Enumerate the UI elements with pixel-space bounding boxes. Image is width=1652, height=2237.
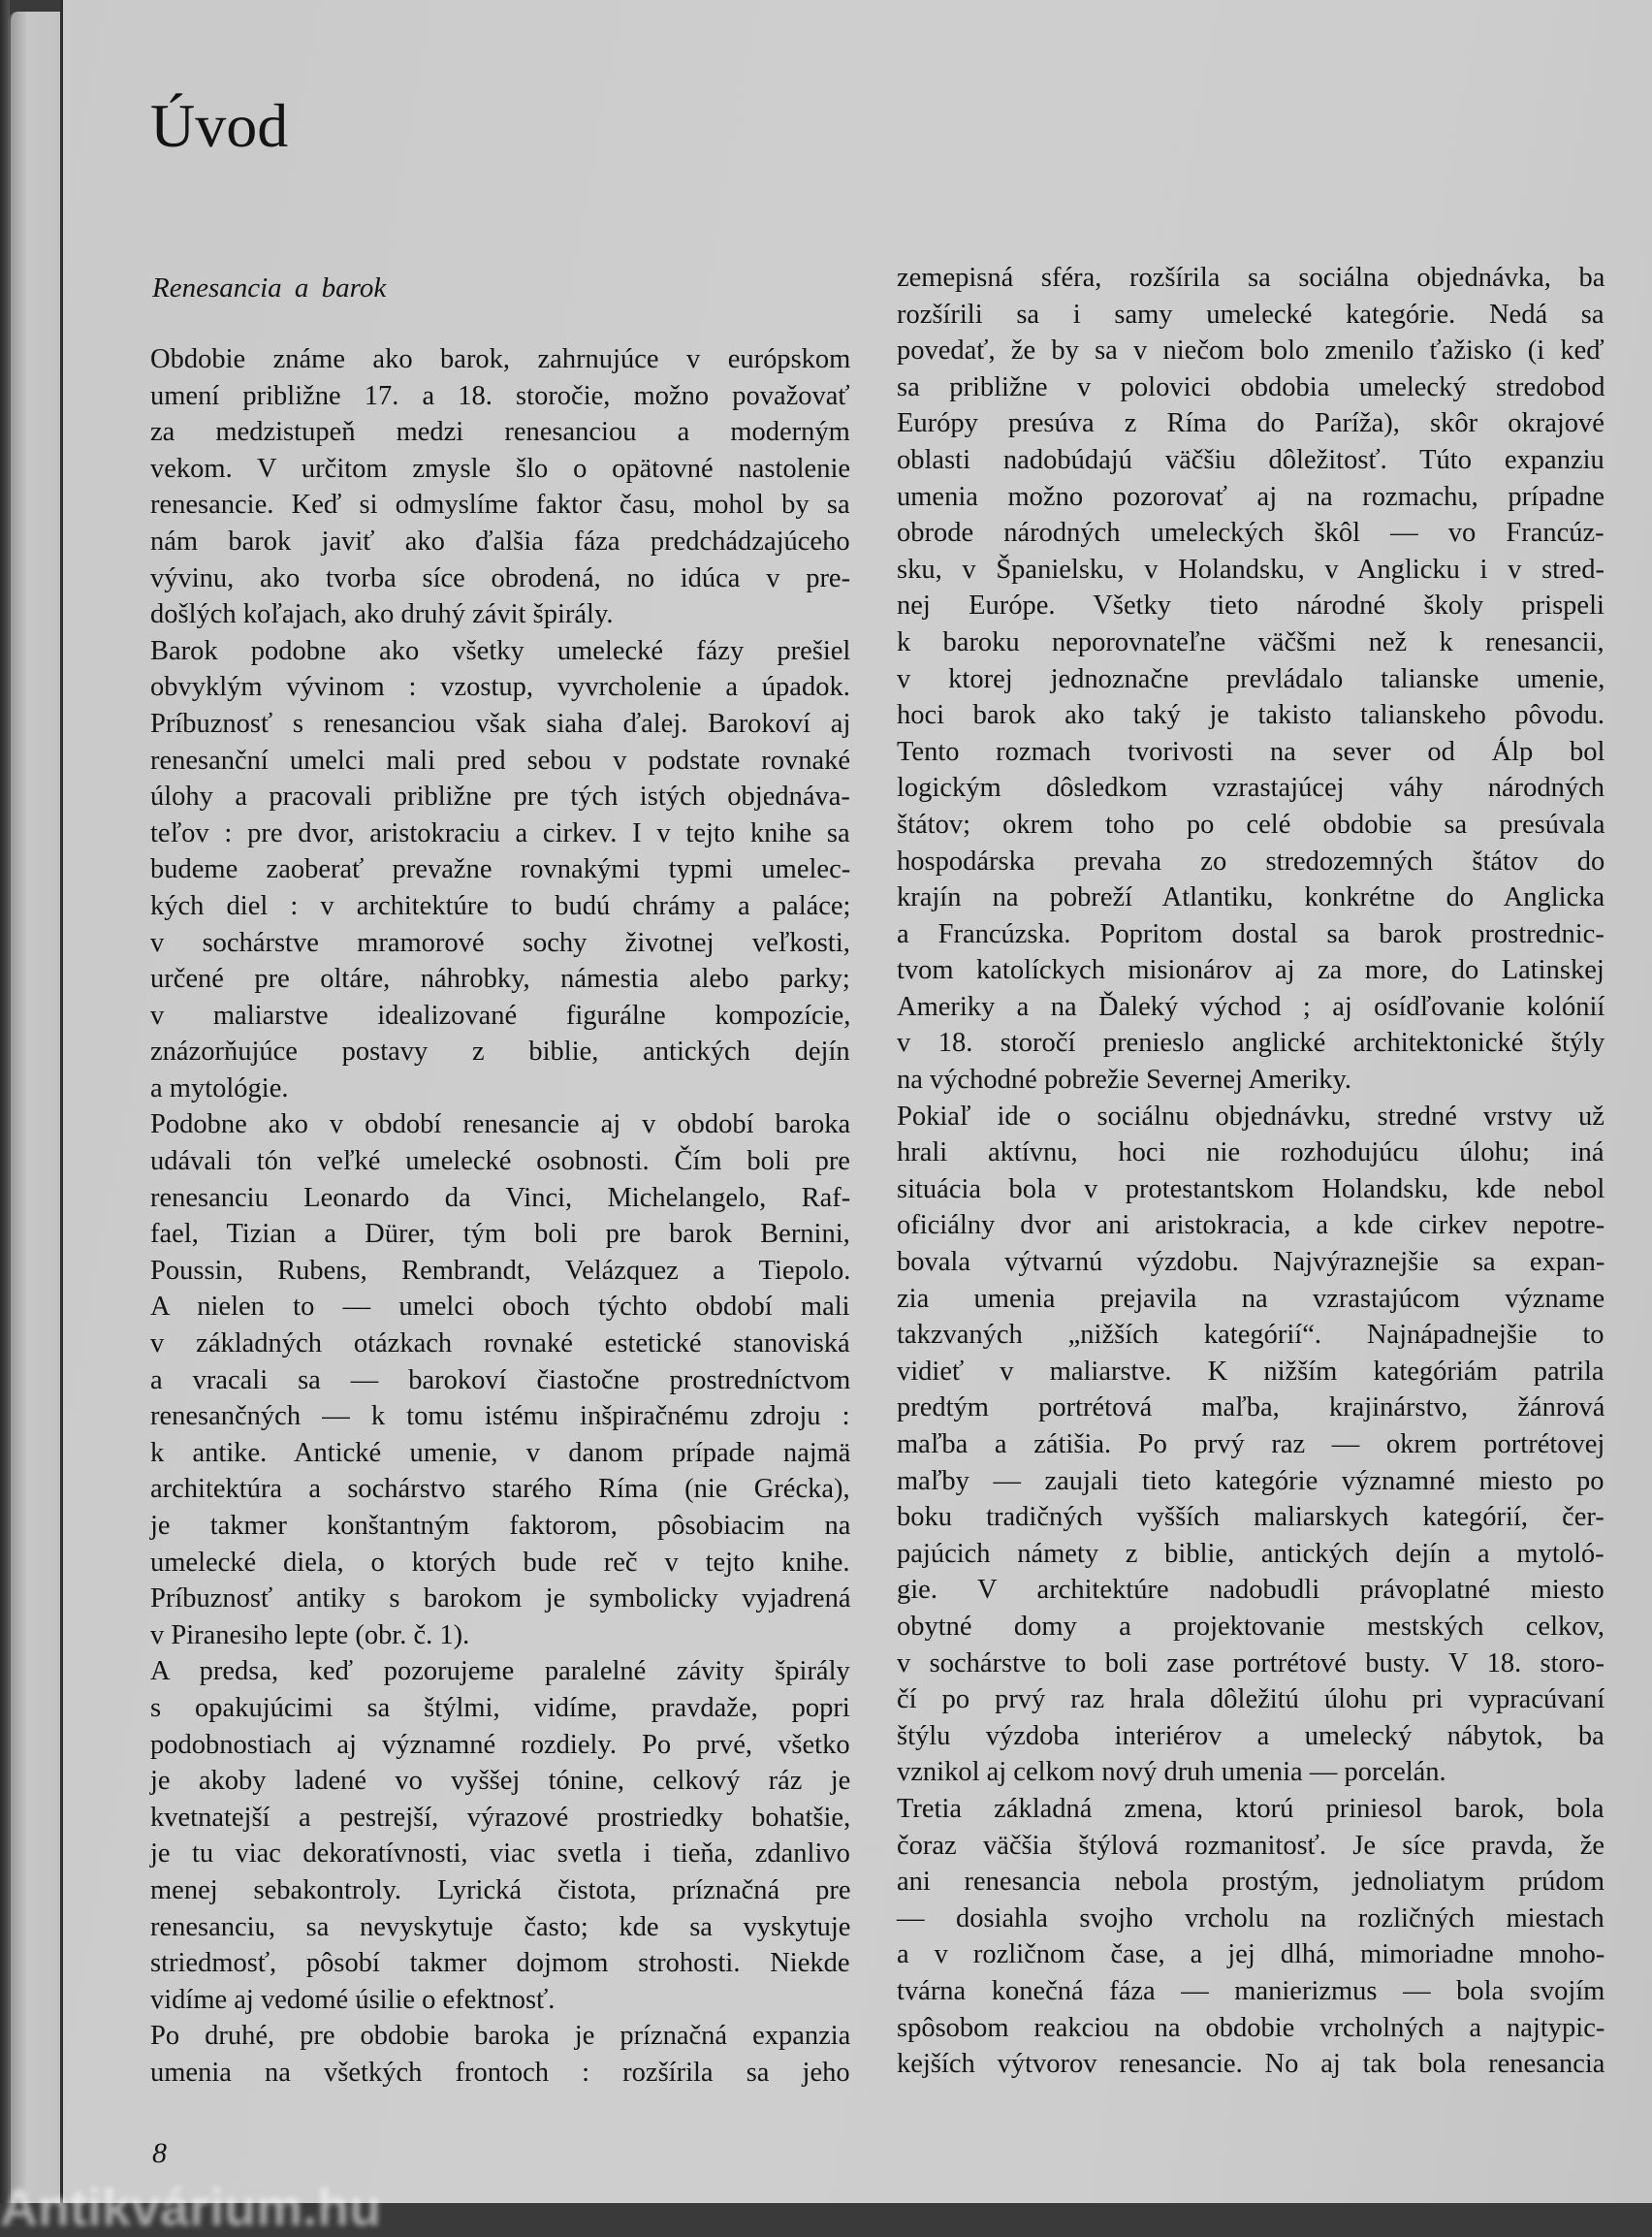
text-line: v Piranesiho lepte (obr. č. 1). [150,1619,470,1650]
text-line: k antike. Antické umenie, v danom prípade najmä [150,1437,851,1468]
text-line: umení približne 17. a 18. storočie, možno považovať [150,380,850,411]
text-line: udávali tón veľké umelecké osobnosti. Čím boli pre [150,1146,850,1177]
text-line: budeme zaoberať prevažne rovnakými typmi umelec- [150,854,851,885]
text-line: pajúcich námety z biblie, antických dejín a mytoló- [897,1538,1604,1569]
text-line: takzvaných „nižších kategórií“. Najnápadnejšie to [897,1320,1604,1351]
text-line: umenia možno pozorovať aj na rozmachu, prípadne [897,481,1605,512]
text-line: je akoby ladené vo vyššej tónine, celkový ráz je [150,1766,851,1797]
text-line: v maliarstve idealizované figurálne kompozície, [150,1000,851,1031]
text-line: Pokiaľ ide o sociálnu objednávku, stredné vrstvy už [897,1101,1604,1132]
text-line: v ktorej jednoznačne prevládalo talianske umenie, [897,663,1605,694]
text-line: Po druhé, pre obdobie baroka je príznačná expanzia [150,2021,851,2052]
text-line: povedať, že by sa v niečom bolo zmenilo ťažisko (i keď [897,336,1604,367]
text-line: umenia na všetkých frontoch : rozšírila sa jeho [150,2057,850,2088]
text-line: v základných otázkach rovnaké estetické stanoviská [150,1328,850,1359]
text-line: Európy presúva z Ríma do Paríža), skôr okrajové [897,408,1604,439]
text-line: došlých koľajach, ako druhý závit špirály. [150,599,614,630]
text-line: kejších výtvorov renesancie. No aj tak bola renesancia [897,2049,1605,2080]
text-line: Poussin, Rubens, Rembrandt, Velázquez a Tiepolo. [150,1255,851,1286]
text-line: boku tradičných vyšších maliarskych kategórií, čer- [897,1502,1604,1533]
text-line: tvárna konečná fáza — manierizmus — bola svojím [897,1975,1605,2006]
text-line: vekom. V určitom zmysle šlo o opätovné nastolenie [150,453,851,484]
text-line: vývinu, ako tvorba síce obrodená, no idúca v pre- [150,562,851,593]
text-line: ani renesancia nebola prostým, jednoliatym prúdom [897,1867,1605,1898]
text-line: nej Európe. Všetky tieto národné školy prispeli [897,591,1604,622]
text-line: je takmer konštantným faktorom, pôsobiacim na [150,1511,851,1541]
text-line: renesancie. Keď si odmyslíme faktor času, mohol by sa [150,490,850,521]
text-line: Príbuznosť antiky s barokom je symbolicky vyjadrená [150,1583,851,1614]
text-line: obvyklým vývinom : vzostup, vyvrcholenie a úpadok. [150,672,850,703]
text-line: a v rozličnom čase, a jej dlhá, mimoriadne mnoho- [897,1939,1605,1970]
text-line: sku, v Španielsku, v Holandsku, v Anglicku i v stred- [897,554,1604,585]
text-line: Tento rozmach tvorivosti na sever od Álp bol [897,736,1605,767]
text-line: za medzistupeň medzi renesanciou a moderným [150,417,850,448]
text-line: architektúra a sochárstvo starého Ríma (nie Grécka), [150,1474,850,1505]
text-line: v sochárstve to boli zase portrétové busty. V 18. storo- [897,1647,1605,1678]
right-text-column [897,260,1604,2083]
section-heading: Renesancia a barok [152,272,387,304]
text-line: s opakujúcimi sa štýlmi, vidíme, pravdaže, popri [150,1692,850,1723]
text-line: a mytológie. [150,1072,289,1103]
text-line: kvetnatejší a pestrejší, výrazové prostriedky bohatšie, [150,1802,851,1833]
text-line: Obdobie známe ako barok, zahrnujúce v európskom [150,344,851,374]
text-line: renesanciu, sa nevyskytuje často; kde sa vyskytuje [150,1911,851,1942]
text-line: Ameriky a na Ďaleký východ ; aj osídľovanie kolónií [897,991,1605,1022]
text-line: logickým dôsledkom vzrastajúcej váhy národných [897,773,1605,804]
text-line: — dosiahla svojho vrcholu na rozličných miestach [897,1902,1604,1933]
text-line: umelecké diela, o ktorých bude reč v tejto knihe. [150,1547,850,1578]
text-line: oficiálny dvor ani aristokracia, a kde cirkev nepotre- [897,1210,1605,1241]
text-line: zemepisná sféra, rozšírila sa sociálna objednávka, ba [897,263,1605,293]
text-line: vidíme aj vedomé úsilie o efektnosť. [150,1984,556,2015]
text-line: Tretia základná zmena, ktorú priniesol barok, bola [897,1793,1604,1824]
watermark: Antikvárium.hu [0,2179,382,2237]
text-line: obytné domy a projektovanie mestských celkov, [897,1611,1605,1642]
previous-page-edge [8,12,65,2203]
text-line: určené pre oltáre, náhrobky, námestia alebo parky; [150,964,850,995]
text-line: situácia bola v protestantskom Holandsku, kde nebol [897,1173,1605,1204]
text-line: renesančných — k tomu istému inšpiračnému zdroju : [150,1401,850,1432]
text-line: Barok podobne ako všetky umelecké fázy prešiel [150,635,851,666]
text-line: krajín na pobreží Atlantiku, konkrétne do Anglicka [897,882,1605,913]
text-line: štýlu výzdoba interiérov a umelecký nábytok, ba [897,1720,1604,1751]
text-line: vznikol aj celkom nový druh umenia — porcelán. [897,1757,1446,1788]
text-line: štátov; okrem toho po celé obdobie sa presúvala [897,809,1605,840]
text-line: predtým portrétová maľba, krajinárstvo, žánrová [897,1392,1605,1423]
page-number: 8 [152,2137,167,2169]
text-line: bovala výtvarnú výzdobu. Najvýraznejšie sa expan- [897,1247,1605,1278]
text-line: podobnostiach aj významné rozdiely. Po prvé, všetko [150,1729,850,1760]
text-line: hoci barok ako taký je takisto talianskeho pôvodu. [897,700,1605,731]
text-line: čoraz väčšia štýlová rozmanitosť. Je síce pravda, že [897,1830,1605,1861]
text-line: zia umenia prejavila na vzrastajúcom význame [897,1283,1605,1314]
text-line: a Francúzska. Popritom dostal sa barok prostrednic- [897,918,1604,949]
text-line: teľov : pre dvor, aristokraciu a cirkev. I v tejto knihe sa [150,817,850,848]
text-line: nám barok javiť ako ďalšia fáza predchádzajúceho [150,526,850,557]
text-line: v 18. storočí prenieslo anglické architektonické štýly [897,1028,1605,1059]
text-line: renesanční umelci mali pred sebou v podstate rovnaké [150,745,851,776]
text-line: k baroku neporovnateľne väčšmi než k renesancii, [897,626,1604,657]
text-line: v sochárstve mramorové sochy životnej veľkosti, [150,927,850,958]
text-line: maľba a zátišia. Po prvý raz — okrem portrétovej [897,1429,1605,1459]
text-line: a vracali sa — barokoví čiastočne prostredníctvom [150,1364,851,1395]
text-line: gie. V architektúre nadobudli právoplatné miesto [897,1575,1604,1606]
text-line: renesanciu Leonardo da Vinci, Michelangelo, Raf- [150,1182,851,1213]
text-line: na východné pobrežie Severnej Ameriky. [897,1065,1352,1096]
left-text-column [150,341,850,2092]
text-line: čí po prvý raz hrala dôležitú úlohu pri vypracúvaní [897,1684,1605,1715]
text-line: úlohy a pracovali približne pre tých istých objednáva- [150,782,850,813]
text-line: A predsa, keď pozorujeme paralelné závity špirály [150,1656,850,1687]
text-line: Príbuznosť s renesanciou však siaha ďalej. Barokoví aj [150,708,851,739]
text-line: vidieť v maliarstve. K nižším kategóriám patrila [897,1356,1604,1387]
text-line: rozšírili sa i samy umelecké kategórie. Nedá sa [897,299,1604,330]
text-line: je tu viac dekoratívnosti, viac svetla i tieňa, zdanlivo [150,1838,850,1869]
text-line: striedmosť, pôsobí takmer dojmom strohosti. Niekde [150,1948,850,1979]
text-line: sa približne v polovici obdobia umelecký stredobod [897,371,1605,402]
text-line: obrode národných umeleckých škôl — vo Francúz- [897,518,1604,549]
page-title: Úvod [150,91,289,160]
text-line: hospodárska prevaha zo stredozemných štátov do [897,846,1605,877]
text-line: Podobne ako v období renesancie aj v období baroka [150,1109,851,1140]
text-line: maľby — zaujali tieto kategórie významné miesto po [897,1465,1604,1496]
text-line: tvom katolíckych misionárov aj za more, do Latinskej [897,955,1604,986]
text-line: fael, Tizian a Dürer, tým boli pre barok Bernini, [150,1219,850,1250]
text-line: A nielen to — umelci oboch týchto období mali [150,1292,850,1323]
text-line: hrali aktívnu, hoci nie rozhodujúcu úlohu; iná [897,1137,1604,1168]
text-line: kých diel : v architektúre to budú chrámy a paláce; [150,890,851,921]
text-line: spôsobom reakciou na obdobie vrcholných a najtypic- [897,2012,1605,2043]
text-line: znázorňujúce postavy z biblie, antických dejín [150,1037,850,1068]
text-line: menej sebakontroly. Lyrická čistota, príznačná pre [150,1874,851,1905]
text-line: oblasti nadobúdajú väčšiu dôležitosť. Túto expanziu [897,444,1604,475]
